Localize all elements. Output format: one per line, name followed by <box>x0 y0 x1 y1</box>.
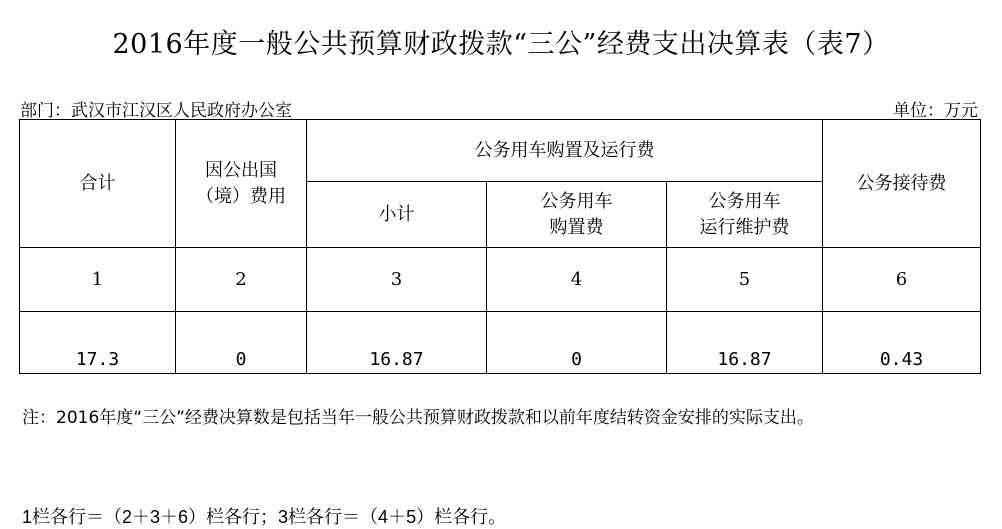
page-title: 2016年度一般公共预算财政拨款“三公”经费支出决算表（表7） <box>112 29 890 60</box>
header-operation <box>667 182 823 248</box>
department-label: 部门：武汉市江汉区人民政府办公室 <box>20 101 292 121</box>
header-purchase <box>487 182 667 248</box>
header-abroad-line1: 因公出国 <box>205 159 277 181</box>
value-operation: 16.87 <box>667 312 823 374</box>
header-purchase-line2: 购置费 <box>549 216 604 238</box>
column-number: 1 <box>20 248 176 312</box>
header-operation-line1: 公务用车 <box>708 190 781 212</box>
footnote: 注：2016年度“三公”经费决算数是包括当年一般公共预算财政拨款和以前年度结转资金安排的实际支出。 <box>22 408 814 428</box>
column-number: 2 <box>176 248 307 312</box>
header-operation-line2: 运行维护费 <box>699 216 790 238</box>
value-total: 17.3 <box>20 312 176 374</box>
header-subtotal: 小计 <box>307 182 487 248</box>
column-number: 6 <box>823 248 981 312</box>
header-reception: 公务接待费 <box>823 120 981 248</box>
value-purchase: 0 <box>487 312 667 374</box>
column-number-row <box>20 248 981 312</box>
value-reception: 0.43 <box>823 312 981 374</box>
column-number: 3 <box>307 248 487 312</box>
formula-note: 1栏各行＝（2＋3＋6）栏各行；3栏各行＝（4＋5）栏各行。 <box>22 507 507 527</box>
unit-label: 单位：万元 <box>893 101 978 121</box>
column-number: 4 <box>487 248 667 312</box>
value-row <box>20 312 981 374</box>
value-abroad: 0 <box>176 312 307 374</box>
header-abroad-line2: （境）费用 <box>196 185 286 207</box>
column-number: 5 <box>667 248 823 312</box>
header-row-1 <box>20 120 981 182</box>
header-vehicle-group: 公务用车购置及运行费 <box>307 120 823 182</box>
header-total: 合计 <box>20 120 176 248</box>
budget-table <box>19 119 981 374</box>
value-subtotal: 16.87 <box>307 312 487 374</box>
header-abroad <box>176 120 307 248</box>
header-purchase-line1: 公务用车 <box>540 190 613 212</box>
